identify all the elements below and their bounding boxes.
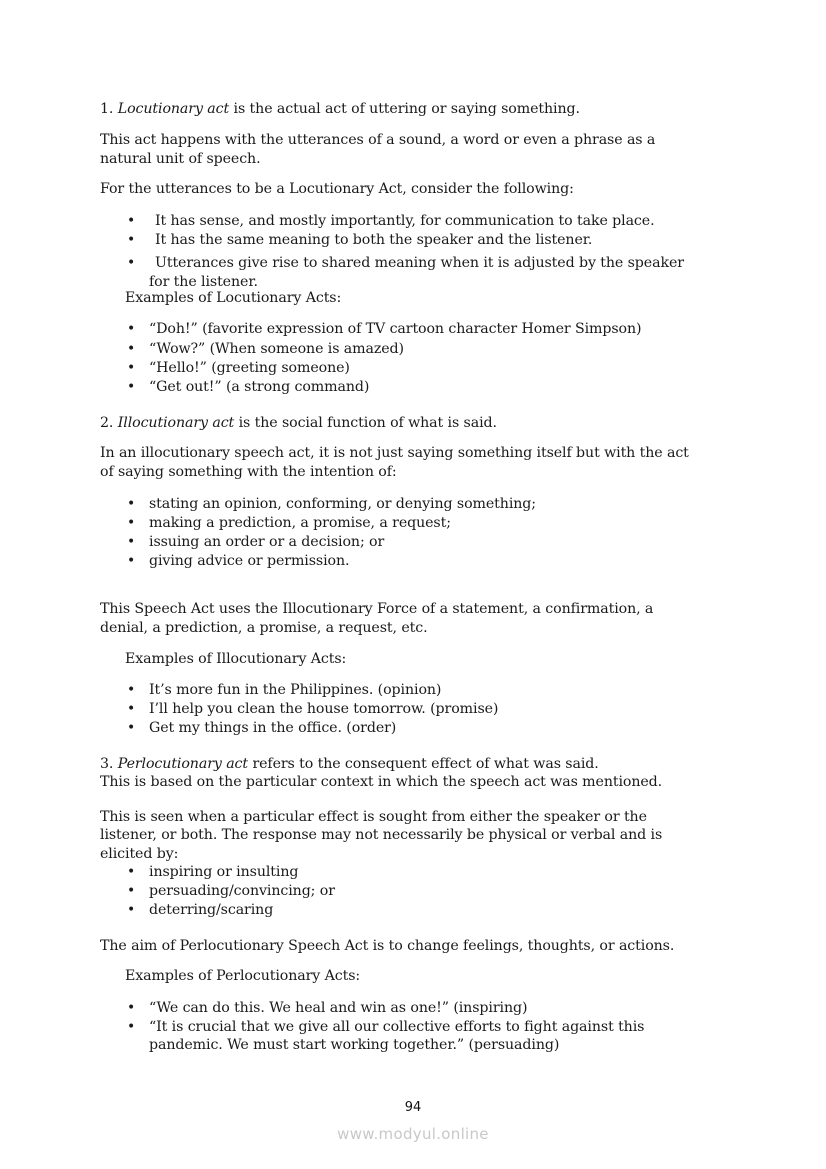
example-item: “Get out!” (a strong command) [149,379,370,395]
section-2-heading [100,414,497,432]
paragraph-line: denial, a prediction, a promise, a request, etc. [100,620,428,636]
bullet-icon: • [127,379,136,395]
list-item: issuing an order or a decision; or [149,534,385,550]
term: Locutionary act [117,101,230,117]
list-item-continuation: for the listener. [149,274,258,290]
section-number: 1. [100,101,114,117]
example-item: It’s more fun in the Philippines. (opinion) [149,682,442,698]
page-number: 94 [404,1100,422,1115]
paragraph: For the utterances to be a Locutionary Act, consider the following: [100,181,574,197]
examples-heading: Examples of Locutionary Acts: [125,290,342,306]
list-item: Utterances give rise to shared meaning when it is adjusted by the speaker [155,255,684,271]
example-item: “It is crucial that we give all our collective efforts to fight against this [149,1019,645,1035]
definition: is the actual act of uttering or saying something. [233,101,580,117]
bullet-icon: • [127,883,136,899]
definition: is the social function of what is said. [238,415,497,431]
list-item: making a prediction, a promise, a request; [149,515,451,531]
example-item: “Doh!” (favorite expression of TV cartoon character Homer Simpson) [149,321,642,337]
bullet-icon: • [127,496,136,512]
bullet-icon: • [127,232,136,248]
section-number: 2. [100,415,114,431]
example-item: “Hello!” (greeting someone) [149,360,350,376]
examples-heading: Examples of Perlocutionary Acts: [125,968,361,984]
paragraph-line: This is based on the particular context in which the speech act was mentioned. [100,774,663,790]
bullet-icon: • [127,321,136,337]
paragraph-line: listener, or both. The response may not necessarily be physical or verbal and is [100,827,663,843]
examples-heading: Examples of Illocutionary Acts: [125,651,347,667]
bullet-icon: • [127,534,136,550]
paragraph-line: This act happens with the utterances of a sound, a word or even a phrase as a [100,132,656,148]
paragraph: The aim of Perlocutionary Speech Act is to change feelings, thoughts, or actions. [100,938,675,954]
bullet-icon: • [127,682,136,698]
bullet-icon: • [127,341,136,357]
bullet-icon: • [127,720,136,736]
bullet-icon: • [127,1019,136,1035]
list-item: giving advice or permission. [149,553,350,569]
paragraph-line: elicited by: [100,846,179,862]
bullet-icon: • [127,902,136,918]
section-3-heading [100,755,599,773]
bullet-icon: • [127,255,136,271]
bullet-icon: • [127,213,136,229]
example-item: Get my things in the office. (order) [149,720,397,736]
bullet-icon: • [127,515,136,531]
example-item: “Wow?” (When someone is amazed) [149,341,404,357]
list-item: It has the same meaning to both the speaker and the listener. [155,232,593,248]
bullet-icon: • [127,553,136,569]
list-item: inspiring or insulting [149,864,299,880]
bullet-icon: • [127,360,136,376]
section-1-heading [100,100,580,118]
list-item: persuading/convincing; or [149,883,335,899]
term: Illocutionary act [117,415,235,431]
example-item: I’ll help you clean the house tomorrow. (promise) [149,701,499,717]
list-item: stating an opinion, conforming, or denying something; [149,496,536,512]
definition: refers to the consequent effect of what was said. [252,756,599,772]
bullet-icon: • [127,701,136,717]
paragraph-line: In an illocutionary speech act, it is not just saying something itself but with the act [100,445,689,461]
paragraph-line: This is seen when a particular effect is sought from either the speaker or the [100,809,647,825]
example-item: “We can do this. We heal and win as one!” (inspiring) [149,1000,528,1016]
paragraph-line: This Speech Act uses the Illocutionary Force of a statement, a confirmation, a [100,601,654,617]
list-item: deterring/scaring [149,902,274,918]
bullet-icon: • [127,864,136,880]
watermark: www.modyul.online [337,1125,489,1143]
section-number: 3. [100,756,114,772]
term: Perlocutionary act [117,756,249,772]
bullet-icon: • [127,1000,136,1016]
paragraph-line: of saying something with the intention of: [100,464,397,480]
list-item: It has sense, and mostly importantly, for communication to take place. [155,213,655,229]
example-item-continuation: pandemic. We must start working together.” (persuading) [149,1037,560,1053]
paragraph-line: natural unit of speech. [100,151,261,167]
